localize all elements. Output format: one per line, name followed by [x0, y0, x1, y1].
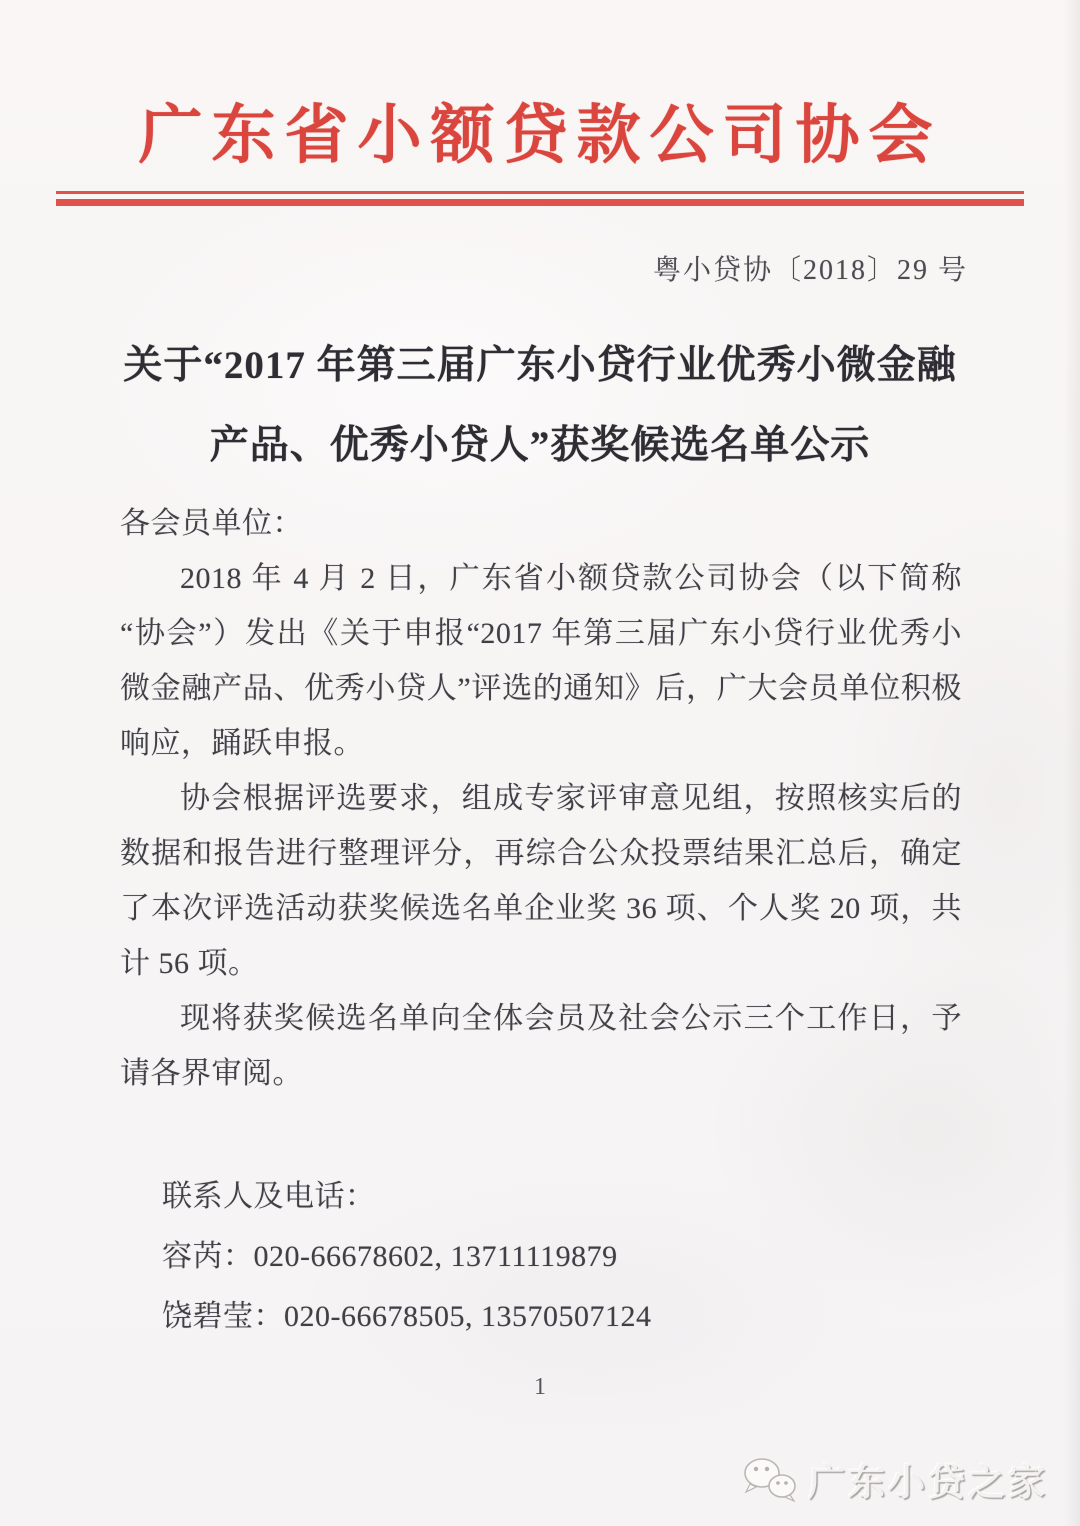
- notice-title-line2: 产品、优秀小贷人”获奖候选名单公示: [209, 424, 871, 467]
- salutation: 各会员单位：: [120, 507, 303, 540]
- doc-number: 粤小贷协〔2018〕29 号: [652, 255, 968, 286]
- contact-entry-rongrui: 容芮：020-66678602, 13711119879: [162, 1240, 618, 1273]
- paragraph-announcement: 2018 年 4 月 2 日，广东省小额贷款公司协会（以下简称“协会”）发出《关于申报“2017 年第三届广东小贷行业优秀小微金融产品、优秀小贷人”评选的通知》后，广大会员单位积极响应，踊跃申报。: [120, 562, 962, 760]
- contact-entry-raobiying: 饶碧莹：020-66678505, 13570507124: [162, 1300, 652, 1333]
- notice-title-line1: 关于“2017 年第三届广东小贷行业优秀小微金融: [123, 344, 957, 387]
- letterhead-rule-thick: [56, 199, 1024, 206]
- watermark: [740, 1452, 1048, 1506]
- watermark-label: 广东小贷之家: [808, 1463, 1048, 1504]
- contacts-block: [120, 1167, 962, 1347]
- letterhead-rule-thin: [56, 191, 1024, 194]
- letterhead-org-name: 广东省小额贷款公司协会: [138, 100, 942, 171]
- notice-title: [60, 326, 1020, 486]
- paragraph-selection-process: 协会根据评选要求，组成专家评审意见组，按照核实后的数据和报告进行整理评分，再综合公众投票结果汇总后，确定了本次评选活动获奖候选名单企业奖 36 项、个人奖 20 项，共计 56 项。: [120, 782, 962, 980]
- paragraph-publicity-period: 现将获奖候选名单向全体会员及社会公示三个工作日，予请各界审阅。: [120, 1002, 962, 1090]
- wechat-icon: [740, 1454, 798, 1504]
- contacts-heading: 联系人及电话：: [162, 1180, 376, 1213]
- page-number: 1: [534, 1374, 546, 1400]
- document-body: [120, 496, 962, 1347]
